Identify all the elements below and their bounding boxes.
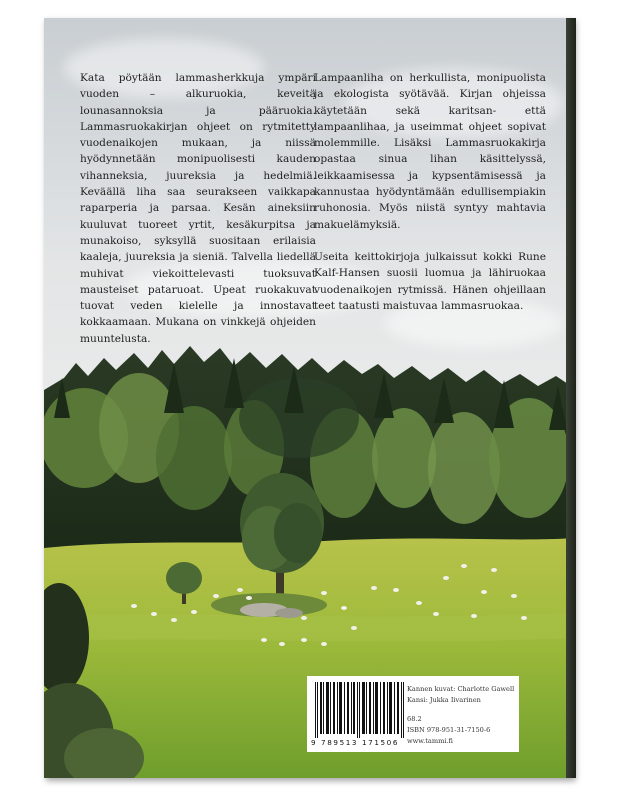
isbn: ISBN 978-951-31-7150-6: [407, 725, 491, 734]
barcode-number: 9 789513 171506: [311, 738, 400, 747]
classification-code: 68.2: [407, 715, 422, 723]
blurb-right-column: [314, 70, 546, 314]
publisher-website: www.tammi.fi: [407, 737, 453, 745]
barcode-icon: [313, 682, 407, 738]
author-paragraph: Useita keittokirjoja julkaissut kokki Rune Kalf-Hansen suosii luomua ja lähiruokaa vuodenaikojen rytmissä. Hänen ohjeillaan teet taatusti maistuvaa lammasruokaa.: [314, 250, 546, 312]
blurb-paragraph: Kata pöytään lammasherkkuja ympäri vuoden – alkuruokia, keveitä lounasannoksia ja pääruokia. Lammasruokakirjan ohjeet on rytmitetty vuodenaikojen mukaan, ja niissä hyödynnetään monipuolisesti kauden vihanneksia, juureksia ja hedelmiä. Keväällä liha saa seurakseen vaikkapa raparperia ja parsaa. Kesän aineksiin kuuluvat tuoreet yrtit, kesäkurpitsa ja munakoiso, syksyllä suositaan erilaisia kaaleja, juureksia ja sieniä. Talvella liedellä muhivat viekoittelevasti tuoksuvat mausteiset pataruoat. Upeat ruokakuvat tuovat veden kielelle ja innostavat kokkaamaan. Mukana on vinkkejä ohjeiden muuntelusta.: [80, 72, 316, 345]
book-edge: [566, 18, 576, 778]
book-back-cover: [44, 18, 574, 778]
blurb-left-column: [80, 70, 316, 347]
credits: [407, 684, 514, 735]
cover-photo-credit: Kannen kuvat: Charlotte Gawell: [407, 685, 515, 693]
cover-design-credit: Kansi: Jukka Iivarinen: [407, 695, 481, 704]
barcode-label: [307, 676, 519, 752]
blurb-paragraph: Lampaanliha on herkullista, monipuolista ja ekologista syötävää. Kirjan ohjeissa käytetään sekä karitsan- että lampaanlihaa, ja useimmat ohjeet sopivat molemmille. Lisäksi Lammasruokakirja opastaa sinua lihan käsittelyssä, leikkaamisessa ja kypsentämisessä ja kannustaa hyödyntämään edullisempiakin ruhonosia. Myös niistä syntyy mahtavia makuelämyksiä.: [314, 72, 546, 231]
